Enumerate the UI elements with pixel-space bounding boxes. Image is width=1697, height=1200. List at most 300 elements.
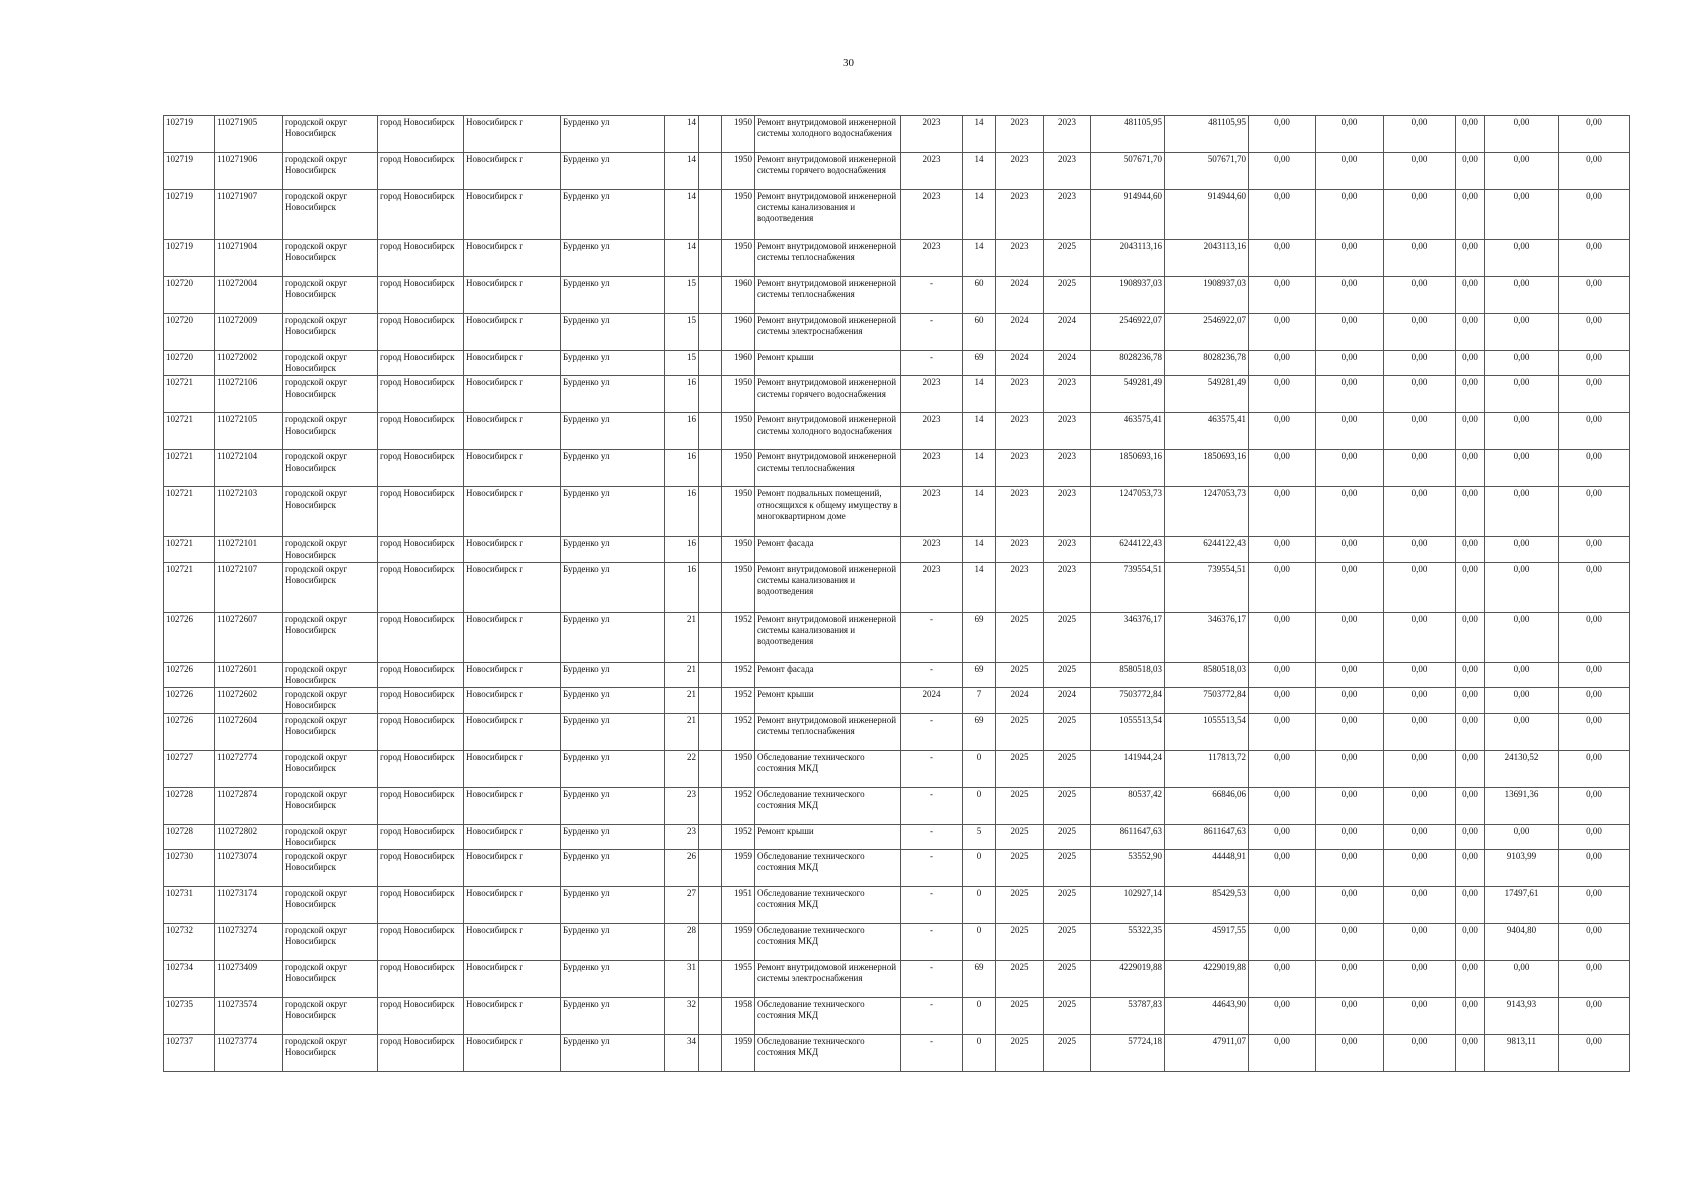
table-cell: 463575,41 — [1165, 413, 1249, 450]
table-cell: 110272105 — [215, 413, 283, 450]
table-cell: 2546922,07 — [1165, 314, 1249, 351]
table-cell: 0,00 — [1559, 750, 1630, 787]
table-cell: 0 — [963, 998, 996, 1035]
table-cell: 16 — [665, 450, 699, 487]
table-cell: 0,00 — [1559, 487, 1630, 537]
table-cell: 0,00 — [1485, 961, 1559, 998]
table-cell: 1950 — [722, 750, 755, 787]
table-cell: Новосибирск г — [464, 612, 561, 662]
table-cell: Бурденко ул — [561, 824, 665, 849]
table-cell: 16 — [665, 376, 699, 413]
table-cell: 102735 — [164, 998, 215, 1035]
table-cell: 0,00 — [1456, 314, 1485, 351]
table-cell: город Новосибирск — [378, 190, 464, 240]
table-cell: 1952 — [722, 662, 755, 687]
table-cell: Бурденко ул — [561, 750, 665, 787]
table-cell — [699, 376, 722, 413]
table-cell: 549281,49 — [1165, 376, 1249, 413]
table-cell: 0 — [963, 750, 996, 787]
table-cell: 0,00 — [1485, 688, 1559, 713]
table-cell: 0,00 — [1249, 662, 1316, 687]
table-cell: 21 — [665, 713, 699, 750]
table-cell: 0,00 — [1316, 824, 1384, 849]
table-cell: 16 — [665, 562, 699, 612]
table-cell: 110273274 — [215, 924, 283, 961]
table-cell: 0,00 — [1485, 487, 1559, 537]
table-cell: 102727 — [164, 750, 215, 787]
table-cell: Новосибирск г — [464, 116, 561, 153]
table-cell: 14 — [963, 116, 996, 153]
table-cell: городской округ Новосибирск — [283, 787, 378, 824]
table-cell — [699, 961, 722, 998]
table-cell: 2023 — [1044, 153, 1091, 190]
table-cell: 2023 — [901, 153, 963, 190]
table-row — [164, 153, 1630, 190]
table-cell: 0,00 — [1559, 190, 1630, 240]
table-cell: - — [901, 612, 963, 662]
table-cell: 2023 — [901, 487, 963, 537]
table-cell: 1247053,73 — [1165, 487, 1249, 537]
table-cell: 0,00 — [1384, 824, 1456, 849]
table-cell: 53787,83 — [1091, 998, 1165, 1035]
table-cell: 34 — [665, 1035, 699, 1072]
table-cell — [699, 277, 722, 314]
table-cell: 2023 — [901, 116, 963, 153]
table-cell: Ремонт крыши — [755, 351, 901, 376]
table-cell: городской округ Новосибирск — [283, 351, 378, 376]
table-cell: 110272602 — [215, 688, 283, 713]
table-cell: 0,00 — [1456, 277, 1485, 314]
table-cell: 0,00 — [1456, 713, 1485, 750]
table-cell: 481105,95 — [1091, 116, 1165, 153]
table-cell — [699, 612, 722, 662]
table-cell: 14 — [963, 450, 996, 487]
table-cell — [699, 998, 722, 1035]
table-cell: 0,00 — [1559, 850, 1630, 887]
table-cell: 0,00 — [1384, 662, 1456, 687]
table-cell: 69 — [963, 961, 996, 998]
table-cell: 110272604 — [215, 713, 283, 750]
table-cell: 0,00 — [1249, 351, 1316, 376]
table-cell: 0,00 — [1456, 688, 1485, 713]
table-cell: 27 — [665, 887, 699, 924]
table-cell: город Новосибирск — [378, 688, 464, 713]
table-cell: Бурденко ул — [561, 961, 665, 998]
table-cell: 0,00 — [1384, 961, 1456, 998]
table-cell: город Новосибирск — [378, 924, 464, 961]
table-cell: 28 — [665, 924, 699, 961]
table-cell: 14 — [963, 153, 996, 190]
table-cell: 8028236,78 — [1165, 351, 1249, 376]
table-cell: 0,00 — [1384, 487, 1456, 537]
table-cell: 102734 — [164, 961, 215, 998]
table-cell: - — [901, 277, 963, 314]
table-cell: 110272002 — [215, 351, 283, 376]
table-cell: 2024 — [996, 314, 1044, 351]
table-cell: 102732 — [164, 924, 215, 961]
table-cell: 110271904 — [215, 240, 283, 277]
table-cell: 0,00 — [1384, 413, 1456, 450]
table-cell: город Новосибирск — [378, 240, 464, 277]
table-cell: 0,00 — [1559, 240, 1630, 277]
table-cell: Обследование технического состояния МКД — [755, 924, 901, 961]
table-cell: 69 — [963, 612, 996, 662]
table-cell: 0,00 — [1316, 787, 1384, 824]
table-cell: 53552,90 — [1091, 850, 1165, 887]
table-cell — [699, 924, 722, 961]
table-cell: 44448,91 — [1165, 850, 1249, 887]
table-cell: - — [901, 850, 963, 887]
table-cell — [699, 787, 722, 824]
table-cell: 1952 — [722, 824, 755, 849]
table-cell: 60 — [963, 314, 996, 351]
table-cell: 110271905 — [215, 116, 283, 153]
table-cell: 2024 — [1044, 688, 1091, 713]
table-cell: 69 — [963, 351, 996, 376]
table-row — [164, 850, 1630, 887]
table-row — [164, 824, 1630, 849]
table-cell: 110272104 — [215, 450, 283, 487]
table-cell: 2023 — [996, 562, 1044, 612]
table-cell: городской округ Новосибирск — [283, 450, 378, 487]
table-cell: 110273074 — [215, 850, 283, 887]
table-cell — [699, 153, 722, 190]
table-cell: 55322,35 — [1091, 924, 1165, 961]
table-cell: город Новосибирск — [378, 562, 464, 612]
table-cell: 2025 — [1044, 924, 1091, 961]
table-cell: 1055513,54 — [1165, 713, 1249, 750]
table-cell: Ремонт внутридомовой инженерной системы теплоснабжения — [755, 713, 901, 750]
table-cell: 14 — [665, 153, 699, 190]
table-cell: 14 — [963, 376, 996, 413]
table-cell: 102731 — [164, 887, 215, 924]
table-cell: 0,00 — [1316, 376, 1384, 413]
table-cell: 2023 — [901, 413, 963, 450]
table-cell: 0,00 — [1559, 688, 1630, 713]
table-cell: Новосибирск г — [464, 824, 561, 849]
table-cell: 0,00 — [1384, 190, 1456, 240]
table-cell: городской округ Новосибирск — [283, 713, 378, 750]
table-cell: 0,00 — [1456, 1035, 1485, 1072]
table-cell: 0 — [963, 1035, 996, 1072]
table-cell: городской округ Новосибирск — [283, 961, 378, 998]
table-cell: Бурденко ул — [561, 190, 665, 240]
table-cell: 110273409 — [215, 961, 283, 998]
table-cell: Ремонт фасада — [755, 537, 901, 562]
table-cell: 0,00 — [1559, 1035, 1630, 1072]
table-cell: 0,00 — [1559, 961, 1630, 998]
table-cell: город Новосибирск — [378, 1035, 464, 1072]
table-cell: 0,00 — [1316, 688, 1384, 713]
table-row — [164, 240, 1630, 277]
table-cell: 0,00 — [1485, 240, 1559, 277]
table-cell: 0,00 — [1485, 116, 1559, 153]
table-cell: 0,00 — [1456, 662, 1485, 687]
table-cell: город Новосибирск — [378, 824, 464, 849]
table-cell: 0,00 — [1316, 961, 1384, 998]
table-row — [164, 713, 1630, 750]
table-row — [164, 750, 1630, 787]
table-cell: городской округ Новосибирск — [283, 887, 378, 924]
table-cell: 2025 — [996, 924, 1044, 961]
table-cell: Бурденко ул — [561, 277, 665, 314]
table-cell: Новосибирск г — [464, 240, 561, 277]
table-cell: 8611647,63 — [1091, 824, 1165, 849]
table-cell: 0,00 — [1316, 612, 1384, 662]
table-cell: 2023 — [1044, 190, 1091, 240]
table-cell: Новосибирск г — [464, 787, 561, 824]
table-cell: 0,00 — [1485, 413, 1559, 450]
table-cell: 13691,36 — [1485, 787, 1559, 824]
table-cell: 110272101 — [215, 537, 283, 562]
table-cell: 102720 — [164, 351, 215, 376]
table-cell: Бурденко ул — [561, 713, 665, 750]
table-row — [164, 998, 1630, 1035]
table-cell: 4229019,88 — [1165, 961, 1249, 998]
table-cell: Ремонт внутридомовой инженерной системы канализования и водоотведения — [755, 190, 901, 240]
table-cell: 0 — [963, 787, 996, 824]
table-cell: 2025 — [1044, 998, 1091, 1035]
table-cell: 21 — [665, 662, 699, 687]
table-cell: 2023 — [996, 413, 1044, 450]
table-cell: 102726 — [164, 612, 215, 662]
table-cell: 2023 — [996, 116, 1044, 153]
table-cell: 0,00 — [1456, 924, 1485, 961]
table-cell: городской округ Новосибирск — [283, 924, 378, 961]
table-cell: - — [901, 662, 963, 687]
table-cell: 0,00 — [1456, 153, 1485, 190]
table-cell: 110272106 — [215, 376, 283, 413]
table-cell: город Новосибирск — [378, 351, 464, 376]
table-cell: Ремонт внутридомовой инженерной системы теплоснабжения — [755, 277, 901, 314]
table-cell: Новосибирск г — [464, 688, 561, 713]
table-cell: 0,00 — [1249, 116, 1316, 153]
table-cell: Бурденко ул — [561, 240, 665, 277]
table-cell: городской округ Новосибирск — [283, 562, 378, 612]
table-cell: 2023 — [901, 376, 963, 413]
table-cell: 6244122,43 — [1165, 537, 1249, 562]
table-cell: 141944,24 — [1091, 750, 1165, 787]
table-cell — [699, 750, 722, 787]
table-cell: 2023 — [996, 537, 1044, 562]
table-cell: 0,00 — [1485, 190, 1559, 240]
table-cell: 0,00 — [1249, 612, 1316, 662]
table-cell: 0,00 — [1456, 240, 1485, 277]
table-cell: 102721 — [164, 413, 215, 450]
table-cell: 2025 — [1044, 612, 1091, 662]
table-cell: 14 — [963, 413, 996, 450]
table-cell: 0,00 — [1456, 116, 1485, 153]
table-cell: Ремонт фасада — [755, 662, 901, 687]
table-cell: 0,00 — [1316, 562, 1384, 612]
table-cell: 0,00 — [1316, 450, 1384, 487]
table-cell: 2023 — [996, 190, 1044, 240]
table-cell: 14 — [963, 190, 996, 240]
table-cell: 0,00 — [1384, 924, 1456, 961]
table-cell: 0,00 — [1316, 240, 1384, 277]
table-cell: город Новосибирск — [378, 887, 464, 924]
table-cell: 110271907 — [215, 190, 283, 240]
table-cell: - — [901, 924, 963, 961]
table-cell: 1959 — [722, 850, 755, 887]
table-cell — [699, 562, 722, 612]
table-cell: городской округ Новосибирск — [283, 750, 378, 787]
table-cell: Новосибирск г — [464, 1035, 561, 1072]
table-cell: 0,00 — [1485, 662, 1559, 687]
table-cell: 2025 — [1044, 1035, 1091, 1072]
table-cell: 0,00 — [1249, 850, 1316, 887]
table-cell: город Новосибирск — [378, 413, 464, 450]
table-cell: Бурденко ул — [561, 537, 665, 562]
table-cell: 9813,11 — [1485, 1035, 1559, 1072]
table-cell: Бурденко ул — [561, 1035, 665, 1072]
table-cell: 0,00 — [1249, 750, 1316, 787]
table-cell: 8580518,03 — [1091, 662, 1165, 687]
table-cell: Новосибирск г — [464, 750, 561, 787]
table-cell: городской округ Новосибирск — [283, 190, 378, 240]
table-cell: 0,00 — [1316, 314, 1384, 351]
table-cell: 1950 — [722, 562, 755, 612]
table-cell: Новосибирск г — [464, 413, 561, 450]
table-cell: 0,00 — [1384, 450, 1456, 487]
table-cell: 0,00 — [1456, 998, 1485, 1035]
table-cell: 0,00 — [1559, 612, 1630, 662]
table-cell: 0,00 — [1384, 750, 1456, 787]
table-cell: 2025 — [996, 662, 1044, 687]
table-cell: 0,00 — [1456, 562, 1485, 612]
table-cell: город Новосибирск — [378, 450, 464, 487]
table-cell: 0,00 — [1485, 450, 1559, 487]
table-cell: 0,00 — [1249, 688, 1316, 713]
table-cell: 2025 — [1044, 277, 1091, 314]
table-cell: Новосибирск г — [464, 662, 561, 687]
table-cell: 2023 — [996, 487, 1044, 537]
table-cell: 5 — [963, 824, 996, 849]
table-cell — [699, 713, 722, 750]
table-cell: городской округ Новосибирск — [283, 376, 378, 413]
table-cell: 1950 — [722, 240, 755, 277]
table-cell: город Новосибирск — [378, 314, 464, 351]
table-cell: - — [901, 750, 963, 787]
table-cell: 110273774 — [215, 1035, 283, 1072]
table-cell: 117813,72 — [1165, 750, 1249, 787]
table-cell: 0,00 — [1384, 314, 1456, 351]
table-cell: 1958 — [722, 998, 755, 1035]
table-cell: 0,00 — [1485, 713, 1559, 750]
table-cell: 0,00 — [1249, 787, 1316, 824]
table-cell: 110272874 — [215, 787, 283, 824]
table-cell: 0,00 — [1456, 537, 1485, 562]
table-cell: Новосибирск г — [464, 961, 561, 998]
table-cell: Ремонт внутридомовой инженерной системы теплоснабжения — [755, 450, 901, 487]
table-cell: 110272607 — [215, 612, 283, 662]
table-cell: Новосибирск г — [464, 562, 561, 612]
table-cell: городской округ Новосибирск — [283, 850, 378, 887]
table-cell: городской округ Новосибирск — [283, 998, 378, 1035]
table-cell: 17497,61 — [1485, 887, 1559, 924]
table-cell: Новосибирск г — [464, 277, 561, 314]
table-cell: 110271906 — [215, 153, 283, 190]
table-cell: 2023 — [1044, 487, 1091, 537]
table-cell: 0,00 — [1249, 190, 1316, 240]
table-cell: 24130,52 — [1485, 750, 1559, 787]
table-cell: 2024 — [996, 688, 1044, 713]
table-cell: 1908937,03 — [1165, 277, 1249, 314]
table-cell: - — [901, 1035, 963, 1072]
table-cell: 21 — [665, 612, 699, 662]
table-cell: 2025 — [996, 961, 1044, 998]
table-cell: 1247053,73 — [1091, 487, 1165, 537]
table-cell: 2023 — [1044, 450, 1091, 487]
table-cell: 0,00 — [1485, 824, 1559, 849]
table-cell: 0,00 — [1384, 1035, 1456, 1072]
table-cell: Бурденко ул — [561, 887, 665, 924]
table-body — [164, 116, 1630, 1072]
page-number: 30 — [843, 57, 854, 69]
table-cell: 31 — [665, 961, 699, 998]
table-cell: 14 — [963, 240, 996, 277]
table-cell: 2024 — [1044, 314, 1091, 351]
table-cell: 914944,60 — [1091, 190, 1165, 240]
table-cell: 0,00 — [1559, 277, 1630, 314]
table-cell: 1952 — [722, 612, 755, 662]
table-cell: 7503772,84 — [1091, 688, 1165, 713]
table-cell: 102721 — [164, 537, 215, 562]
table-cell — [699, 824, 722, 849]
table-cell: 102730 — [164, 850, 215, 887]
table-cell: городской округ Новосибирск — [283, 487, 378, 537]
table-row — [164, 887, 1630, 924]
table-cell: 549281,49 — [1091, 376, 1165, 413]
table-cell: Ремонт подвальных помещений, относящихся к общему имуществу в многоквартирном доме — [755, 487, 901, 537]
table-cell: 346376,17 — [1165, 612, 1249, 662]
table-row — [164, 924, 1630, 961]
table-cell: - — [901, 961, 963, 998]
table-cell: Ремонт внутридомовой инженерной системы электроснабжения — [755, 314, 901, 351]
table-cell: 0,00 — [1316, 537, 1384, 562]
table-cell: 481105,95 — [1165, 116, 1249, 153]
table-cell: 9143,93 — [1485, 998, 1559, 1035]
table-cell: 2023 — [1044, 562, 1091, 612]
table-cell: 0,00 — [1559, 662, 1630, 687]
table-cell: 2023 — [901, 562, 963, 612]
table-cell: - — [901, 824, 963, 849]
table-cell: 102719 — [164, 240, 215, 277]
table-cell: 0,00 — [1559, 562, 1630, 612]
table-cell: 0,00 — [1559, 924, 1630, 961]
table-cell: Бурденко ул — [561, 998, 665, 1035]
table-cell: город Новосибирск — [378, 713, 464, 750]
table-cell: 0,00 — [1485, 351, 1559, 376]
table-cell: 0,00 — [1316, 277, 1384, 314]
table-cell: 14 — [963, 487, 996, 537]
table-cell: 8580518,03 — [1165, 662, 1249, 687]
table-cell: 0,00 — [1456, 450, 1485, 487]
table-cell: 739554,51 — [1165, 562, 1249, 612]
table-cell: Новосибирск г — [464, 153, 561, 190]
table-cell: 2024 — [901, 688, 963, 713]
table-cell: 110272107 — [215, 562, 283, 612]
table-cell: - — [901, 351, 963, 376]
table-cell: 1908937,03 — [1091, 277, 1165, 314]
table-cell: 2023 — [901, 450, 963, 487]
table-cell: Бурденко ул — [561, 924, 665, 961]
table-cell: 2025 — [996, 612, 1044, 662]
capital-repair-table — [163, 115, 1630, 1072]
table-cell: 2023 — [1044, 116, 1091, 153]
table-cell: 346376,17 — [1091, 612, 1165, 662]
table-cell: Ремонт внутридомовой инженерной системы канализования и водоотведения — [755, 612, 901, 662]
